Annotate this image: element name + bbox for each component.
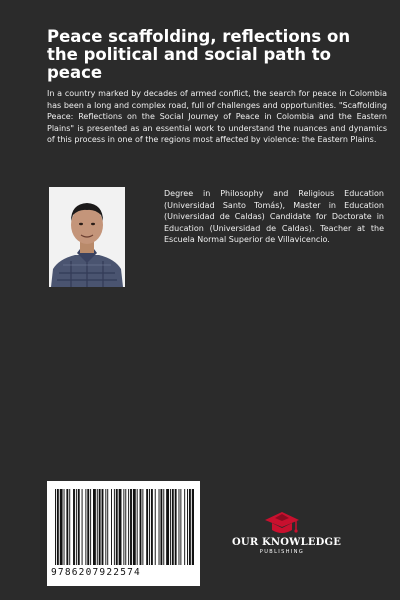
barcode-bar bbox=[107, 489, 108, 565]
barcode-bar bbox=[85, 489, 86, 565]
barcode-bar bbox=[172, 489, 174, 565]
barcode-bar bbox=[73, 489, 75, 565]
isbn-barcode bbox=[47, 481, 200, 586]
barcode-bar bbox=[170, 489, 171, 565]
isbn-digits: 9786207922574 bbox=[51, 567, 141, 578]
barcode-bar bbox=[130, 489, 132, 565]
barcode-bar bbox=[60, 489, 63, 565]
barcode-bar bbox=[57, 489, 59, 565]
barcode-bar bbox=[125, 489, 126, 565]
author-bio: Degree in Philosophy and Religious Education (Universidad Santo Tomás), Master in Education (Universidad de Caldas) Candidate for Doctorate in Education (Universidad de Caldas). Teacher at the Escuela Normal Superior de Villavicencio. bbox=[164, 189, 384, 245]
barcode-bar bbox=[175, 489, 177, 565]
barcode-bar bbox=[184, 489, 185, 565]
barcode-bar bbox=[137, 489, 138, 565]
barcode-bar bbox=[119, 489, 122, 565]
barcode-bar bbox=[69, 489, 70, 565]
barcode-bar bbox=[93, 489, 96, 565]
barcode-bar bbox=[146, 489, 148, 565]
barcode-bar bbox=[140, 489, 142, 565]
barcode-bar bbox=[133, 489, 136, 565]
barcode-bar bbox=[99, 489, 101, 565]
barcode-bar bbox=[87, 489, 89, 565]
barcode-bar bbox=[151, 489, 153, 565]
graduation-cap-icon bbox=[264, 510, 300, 536]
barcode-bar bbox=[180, 489, 181, 565]
barcode-bar bbox=[166, 489, 169, 565]
barcode-bar bbox=[160, 489, 162, 565]
barcode-bar bbox=[123, 489, 124, 565]
barcode-bar bbox=[64, 489, 65, 565]
barcode-bar bbox=[102, 489, 104, 565]
barcode-bar bbox=[149, 489, 150, 565]
book-title: Peace scaffolding, reflections on the political and social path to peace bbox=[47, 27, 351, 82]
barcode-bar bbox=[187, 489, 188, 565]
barcode-bar bbox=[78, 489, 80, 565]
barcode-bar bbox=[155, 489, 156, 565]
book-summary: In a country marked by decades of armed conflict, the search for peace in Colombia has been a long and complex road, full of challenges and opportunities. "Scaffolding Peace: Reflections on the Social Journey of Peace in Colombia and the Eastern Plains" is presented as an essential work to understand the nuances and dynamics of this process in one of the regions most affected by violence: the Eastern Plains. bbox=[47, 89, 387, 145]
barcode-icon bbox=[53, 489, 194, 567]
barcode-bar bbox=[189, 489, 191, 565]
barcode-bar bbox=[90, 489, 91, 565]
barcode-bar bbox=[82, 489, 83, 565]
barcode-bar bbox=[111, 489, 112, 565]
barcode-bar bbox=[97, 489, 98, 565]
barcode-bar bbox=[159, 489, 160, 565]
author-portrait-icon bbox=[49, 187, 125, 287]
publisher-name: OUR KNOWLEDGE bbox=[232, 537, 342, 548]
barcode-bar bbox=[114, 489, 115, 565]
barcode-bar bbox=[76, 489, 77, 565]
publisher-logo bbox=[232, 510, 342, 570]
barcode-bar bbox=[128, 489, 129, 565]
author-photo bbox=[49, 187, 125, 287]
barcode-bar bbox=[163, 489, 164, 565]
barcode-bar bbox=[192, 489, 194, 565]
barcode-bar bbox=[179, 489, 180, 565]
barcode-bar bbox=[66, 489, 68, 565]
publisher-subtitle: PUBLISHING bbox=[259, 549, 305, 555]
barcode-bar bbox=[142, 489, 143, 565]
barcode-bar bbox=[55, 489, 56, 565]
barcode-bar bbox=[105, 489, 106, 565]
barcode-bar bbox=[116, 489, 118, 565]
